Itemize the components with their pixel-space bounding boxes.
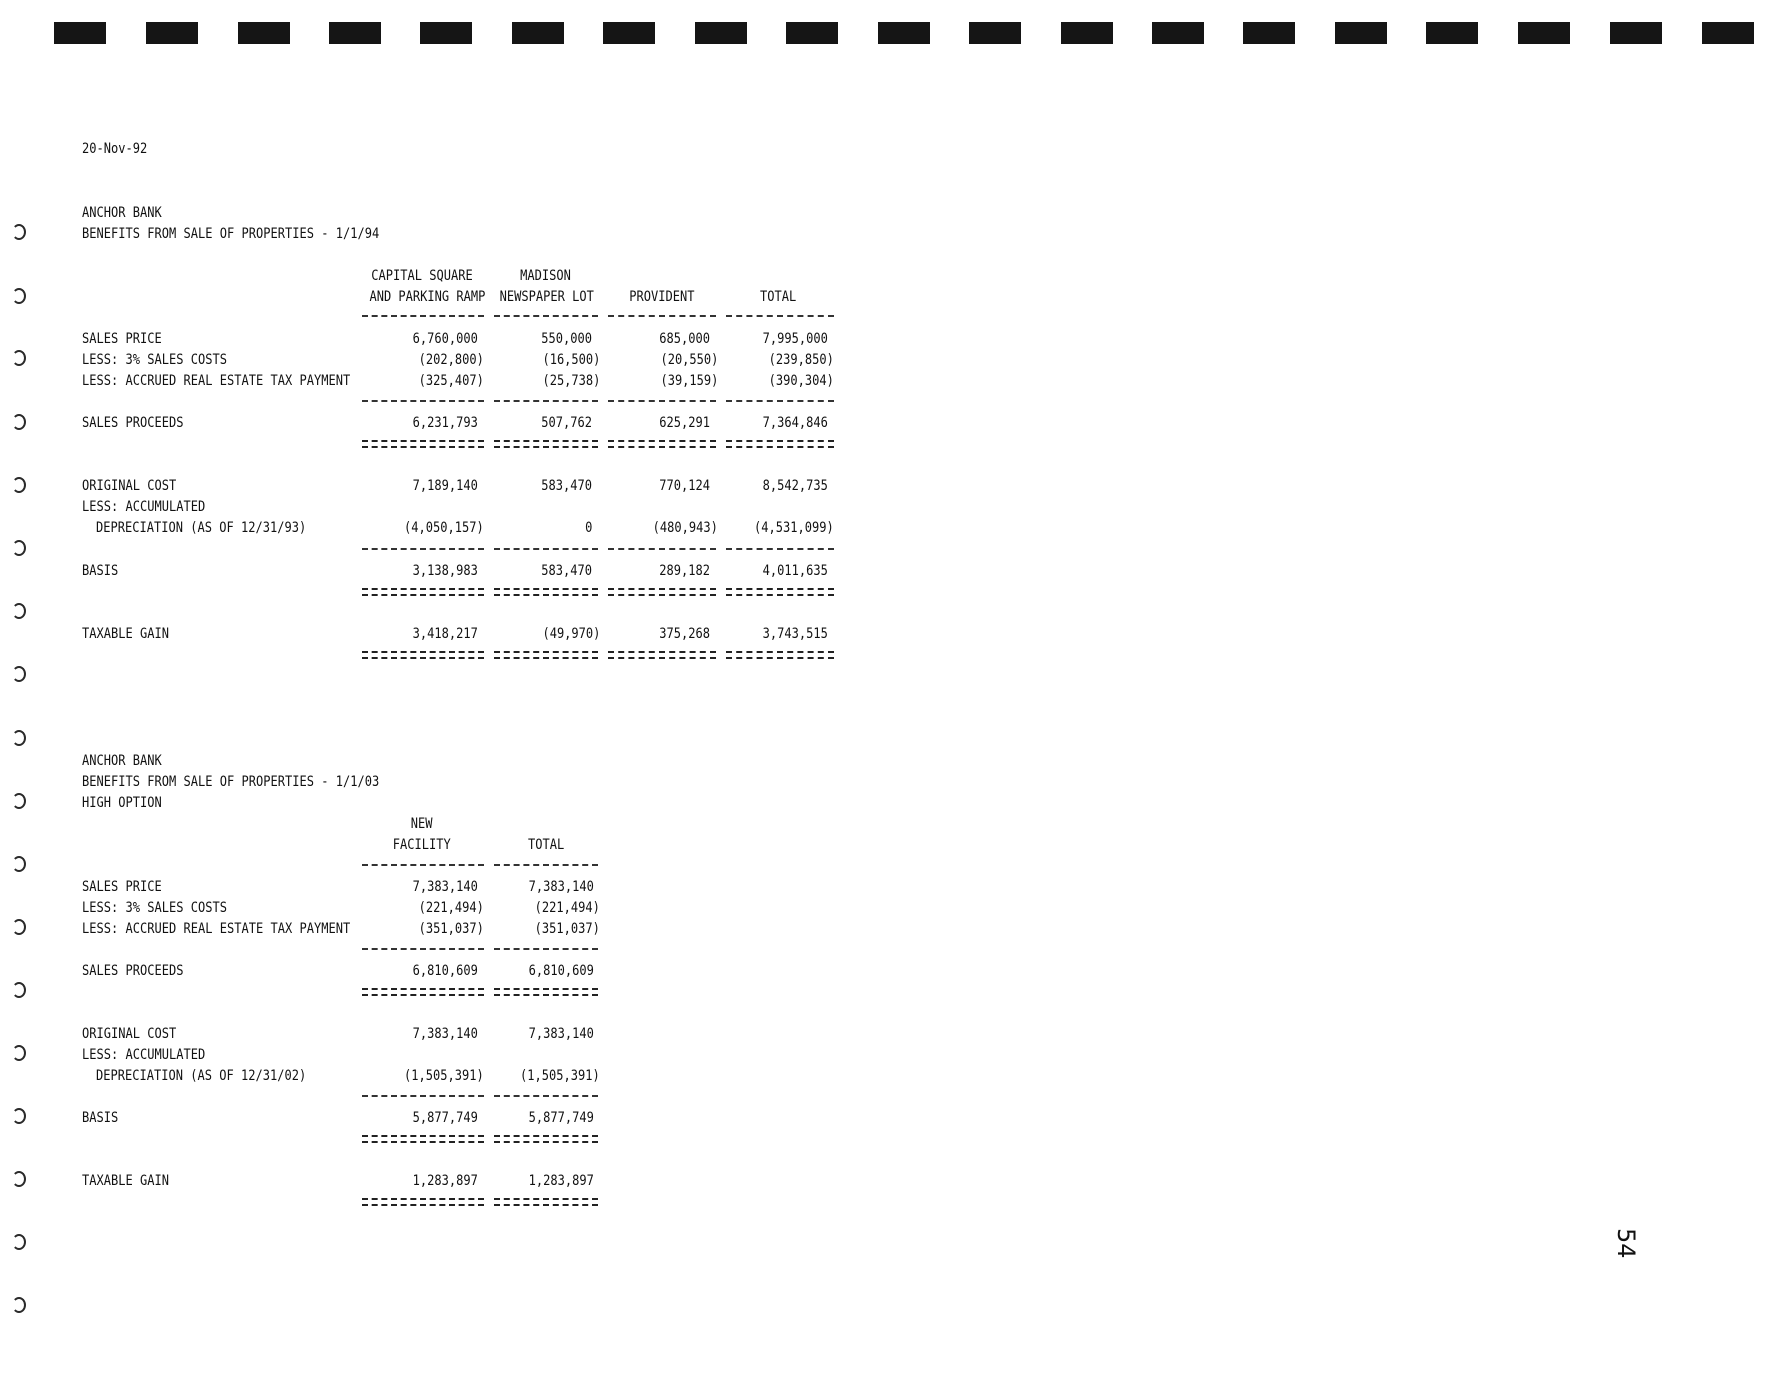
perforation-strip xyxy=(0,22,1787,46)
rule-single xyxy=(494,548,598,550)
rule-double xyxy=(362,1198,484,1206)
r1-label-sales-proceeds: SALES PROCEEDS xyxy=(82,415,184,431)
r2-original-cost-facility: 7,383,140 xyxy=(412,1026,478,1042)
r2-label-sales-price: SALES PRICE xyxy=(82,879,162,895)
rule-double xyxy=(608,440,716,448)
margin-hole xyxy=(12,1108,26,1124)
rule-single xyxy=(494,315,598,317)
margin-hole xyxy=(12,666,26,682)
rule-double xyxy=(726,651,834,659)
r2-col-new-facility-line1: NEW xyxy=(411,816,433,832)
rule-double xyxy=(726,440,834,448)
r1-label-sales-price: SALES PRICE xyxy=(82,331,162,347)
rule-double xyxy=(362,440,484,448)
r1-depreciation-provident: (480,943) xyxy=(652,520,718,536)
margin-hole xyxy=(12,919,26,935)
r1-sales-price-madison: 550,000 xyxy=(541,331,592,347)
rule-single xyxy=(362,400,484,402)
r1-label-depreciation: DEPRECIATION (AS OF 12/31/93) xyxy=(96,520,307,536)
r1-original-cost-capital: 7,189,140 xyxy=(412,478,478,494)
perforation-mark xyxy=(969,22,1021,44)
r1-label-tax-payment: LESS: ACCRUED REAL ESTATE TAX PAYMENT xyxy=(82,373,351,389)
report-2-subtitle: HIGH OPTION xyxy=(82,795,162,811)
rule-single xyxy=(362,315,484,317)
rule-double xyxy=(362,588,484,596)
r1-label-original-cost: ORIGINAL COST xyxy=(82,478,177,494)
r1-taxable-gain-provident: 375,268 xyxy=(659,626,710,642)
rule-double xyxy=(362,1135,484,1143)
r2-label-taxable-gain: TAXABLE GAIN xyxy=(82,1173,169,1189)
perforation-mark xyxy=(1152,22,1204,44)
rule-double xyxy=(362,651,484,659)
r1-col-total: TOTAL xyxy=(759,289,797,305)
rule-single xyxy=(608,315,716,317)
margin-hole xyxy=(12,1045,26,1061)
r2-sales-costs-total: (221,494) xyxy=(534,900,600,916)
r1-sales-proceeds-provident: 625,291 xyxy=(659,415,710,431)
r2-depreciation-total: (1,505,391) xyxy=(520,1068,600,1084)
margin-hole xyxy=(12,1171,26,1187)
perforation-mark xyxy=(1061,22,1113,44)
r1-original-cost-total: 8,542,735 xyxy=(762,478,828,494)
r1-label-sales-costs: LESS: 3% SALES COSTS xyxy=(82,352,227,368)
r1-col-madison-line2: NEWSPAPER LOT xyxy=(499,289,594,305)
r1-sales-costs-total: (239,850) xyxy=(768,352,834,368)
rule-double xyxy=(494,651,598,659)
r2-basis-facility: 5,877,749 xyxy=(412,1110,478,1126)
rule-single xyxy=(362,864,484,866)
r1-depreciation-capital: (4,050,157) xyxy=(404,520,484,536)
rule-single xyxy=(362,548,484,550)
r1-depreciation-madison: 0 xyxy=(584,520,592,536)
report-1-company: ANCHOR BANK xyxy=(82,205,162,221)
rule-double xyxy=(494,1135,598,1143)
rule-single xyxy=(362,948,484,950)
margin-hole xyxy=(12,224,26,240)
r1-original-cost-provident: 770,124 xyxy=(659,478,710,494)
margin-hole xyxy=(12,793,26,809)
r1-col-madison-line1: MADISON xyxy=(520,268,572,284)
perforation-mark xyxy=(1610,22,1662,44)
r2-sales-price-total: 7,383,140 xyxy=(528,879,594,895)
perforation-mark xyxy=(603,22,655,44)
r2-taxable-gain-total: 1,283,897 xyxy=(528,1173,594,1189)
r1-tax-payment-total: (390,304) xyxy=(768,373,834,389)
r1-sales-proceeds-capital: 6,231,793 xyxy=(412,415,478,431)
perforation-mark xyxy=(238,22,290,44)
r1-tax-payment-madison: (25,738) xyxy=(542,373,600,389)
perforation-mark xyxy=(146,22,198,44)
rule-single xyxy=(494,948,598,950)
perforation-mark xyxy=(1243,22,1295,44)
margin-hole xyxy=(12,856,26,872)
perforation-mark xyxy=(1702,22,1754,44)
r2-label-tax-payment: LESS: ACCRUED REAL ESTATE TAX PAYMENT xyxy=(82,921,351,937)
r1-taxable-gain-total: 3,743,515 xyxy=(762,626,828,642)
margin-hole xyxy=(12,1297,26,1313)
perforation-mark xyxy=(512,22,564,44)
rule-double xyxy=(362,988,484,996)
r1-basis-total: 4,011,635 xyxy=(762,563,828,579)
r1-sales-costs-capital: (202,800) xyxy=(418,352,484,368)
margin-hole xyxy=(12,477,26,493)
rule-single xyxy=(362,1095,484,1097)
r1-label-basis: BASIS xyxy=(82,563,119,579)
r2-col-total: TOTAL xyxy=(527,837,565,853)
r2-sales-proceeds-facility: 6,810,609 xyxy=(412,963,478,979)
perforation-mark xyxy=(420,22,472,44)
margin-hole xyxy=(12,288,26,304)
perforation-mark xyxy=(786,22,838,44)
r1-depreciation-total: (4,531,099) xyxy=(754,520,834,536)
r2-original-cost-total: 7,383,140 xyxy=(528,1026,594,1042)
report-1-title: BENEFITS FROM SALE OF PROPERTIES - 1/1/94 xyxy=(82,226,380,242)
margin-hole xyxy=(12,414,26,430)
r2-taxable-gain-facility: 1,283,897 xyxy=(412,1173,478,1189)
r1-sales-costs-provident: (20,550) xyxy=(660,352,718,368)
r2-label-depreciation: DEPRECIATION (AS OF 12/31/02) xyxy=(96,1068,307,1084)
r1-basis-madison: 583,470 xyxy=(541,563,592,579)
rule-single xyxy=(726,315,834,317)
perforation-mark xyxy=(1518,22,1570,44)
r2-tax-payment-facility: (351,037) xyxy=(418,921,484,937)
r1-taxable-gain-madison: (49,970) xyxy=(542,626,600,642)
rule-single xyxy=(494,400,598,402)
rule-single xyxy=(494,864,598,866)
rule-single xyxy=(608,400,716,402)
r1-sales-price-total: 7,995,000 xyxy=(762,331,828,347)
r2-col-new-facility-line2: FACILITY xyxy=(393,837,451,853)
rule-double xyxy=(726,588,834,596)
r1-basis-provident: 289,182 xyxy=(659,563,710,579)
rule-double xyxy=(494,588,598,596)
rule-double xyxy=(494,440,598,448)
page-number: 54 xyxy=(1612,1228,1640,1259)
r1-basis-capital: 3,138,983 xyxy=(412,563,478,579)
r2-basis-total: 5,877,749 xyxy=(528,1110,594,1126)
r2-label-sales-costs: LESS: 3% SALES COSTS xyxy=(82,900,227,916)
margin-hole xyxy=(12,540,26,556)
margin-hole xyxy=(12,730,26,746)
r2-label-less-accumulated: LESS: ACCUMULATED xyxy=(82,1047,206,1063)
r2-sales-costs-facility: (221,494) xyxy=(418,900,484,916)
r1-sales-price-provident: 685,000 xyxy=(659,331,710,347)
r1-sales-costs-madison: (16,500) xyxy=(542,352,600,368)
r2-tax-payment-total: (351,037) xyxy=(534,921,600,937)
r1-original-cost-madison: 583,470 xyxy=(541,478,592,494)
r1-tax-payment-provident: (39,159) xyxy=(660,373,718,389)
r2-label-sales-proceeds: SALES PROCEEDS xyxy=(82,963,184,979)
r1-label-less-accumulated: LESS: ACCUMULATED xyxy=(82,499,206,515)
r1-sales-price-capital: 6,760,000 xyxy=(412,331,478,347)
perforation-mark xyxy=(1335,22,1387,44)
rule-single xyxy=(726,548,834,550)
r2-label-basis: BASIS xyxy=(82,1110,119,1126)
perforation-mark xyxy=(54,22,106,44)
rule-double xyxy=(608,588,716,596)
r1-label-taxable-gain: TAXABLE GAIN xyxy=(82,626,169,642)
r2-sales-proceeds-total: 6,810,609 xyxy=(528,963,594,979)
r1-col-capital-square-line2: AND PARKING RAMP xyxy=(369,289,486,305)
perforation-mark xyxy=(1426,22,1478,44)
rule-double xyxy=(494,988,598,996)
margin-hole xyxy=(12,1234,26,1250)
rule-single xyxy=(494,1095,598,1097)
r1-taxable-gain-capital: 3,418,217 xyxy=(412,626,478,642)
r2-sales-price-facility: 7,383,140 xyxy=(412,879,478,895)
margin-hole xyxy=(12,350,26,366)
r1-col-provident: PROVIDENT xyxy=(629,289,695,305)
perforation-mark xyxy=(695,22,747,44)
report-2-title: BENEFITS FROM SALE OF PROPERTIES - 1/1/03 xyxy=(82,774,380,790)
r1-sales-proceeds-madison: 507,762 xyxy=(541,415,592,431)
rule-double xyxy=(494,1198,598,1206)
r1-tax-payment-capital: (325,407) xyxy=(418,373,484,389)
margin-hole xyxy=(12,982,26,998)
r2-label-original-cost: ORIGINAL COST xyxy=(82,1026,177,1042)
margin-hole xyxy=(12,603,26,619)
r1-sales-proceeds-total: 7,364,846 xyxy=(762,415,828,431)
perforation-mark xyxy=(878,22,930,44)
r1-col-capital-square-line1: CAPITAL SQUARE xyxy=(371,268,473,284)
report-date: 20-Nov-92 xyxy=(82,141,148,157)
report-2-company: ANCHOR BANK xyxy=(82,753,162,769)
perforation-mark xyxy=(329,22,381,44)
r2-depreciation-facility: (1,505,391) xyxy=(404,1068,484,1084)
rule-single xyxy=(726,400,834,402)
rule-single xyxy=(608,548,716,550)
rule-double xyxy=(608,651,716,659)
